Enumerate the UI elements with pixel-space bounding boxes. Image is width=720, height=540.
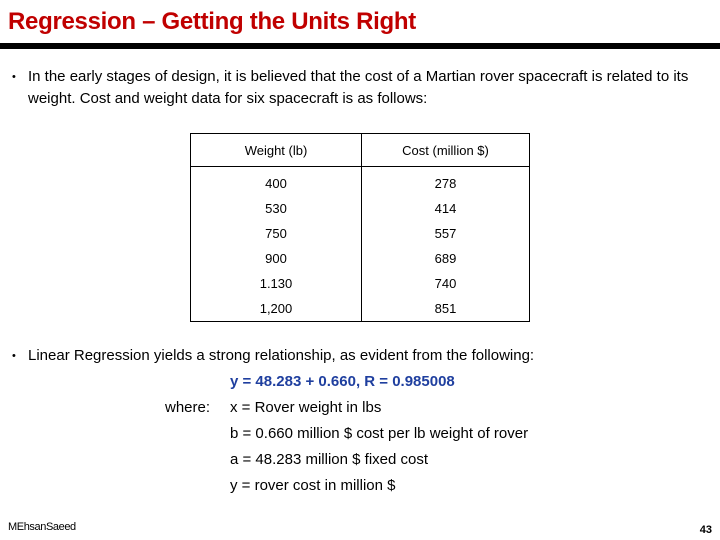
header-weight: Weight (lb) bbox=[191, 134, 362, 167]
cell-cost: 689 bbox=[362, 246, 530, 271]
header-cost: Cost (million $) bbox=[362, 134, 530, 167]
result-text: Linear Regression yields a strong relationship, as evident from the following: bbox=[28, 347, 535, 364]
cell-cost: 278 bbox=[362, 171, 530, 196]
definition-y: y = rover cost in million $ bbox=[230, 477, 396, 494]
title-divider bbox=[0, 43, 720, 49]
cell-weight: 530 bbox=[191, 196, 362, 221]
footer-author: MEhsanSaeed bbox=[8, 521, 76, 533]
cell-weight: 900 bbox=[191, 246, 362, 271]
intro-bullet bbox=[12, 66, 692, 110]
intro-text: In the early stages of design, it is believed that the cost of a Martian rover spacecraft is related to its weight. Cost and weight data for six spacecraft is as follows: bbox=[28, 68, 689, 107]
cell-weight: 400 bbox=[191, 171, 362, 196]
table-row bbox=[191, 296, 530, 322]
table-header-row bbox=[191, 134, 530, 167]
regression-equation: y = 48.283 + 0.660, R = 0.985008 bbox=[230, 373, 455, 390]
slide-title: Regression – Getting the Units Right bbox=[8, 8, 416, 35]
result-bullet bbox=[12, 345, 692, 367]
definition-a: a = 48.283 million $ fixed cost bbox=[230, 451, 429, 468]
definitions-list bbox=[230, 399, 528, 503]
table-row bbox=[191, 221, 530, 246]
bullet-marker: • bbox=[12, 71, 16, 83]
table-row bbox=[191, 271, 530, 296]
cell-weight: 1,200 bbox=[191, 296, 362, 322]
definition-b: b = 0.660 million $ cost per lb weight of rover bbox=[230, 425, 529, 442]
cell-cost: 740 bbox=[362, 271, 530, 296]
page-number: 43 bbox=[699, 524, 712, 536]
bullet-marker: • bbox=[12, 350, 16, 362]
table-row bbox=[191, 171, 530, 196]
cell-weight: 1.130 bbox=[191, 271, 362, 296]
data-table bbox=[190, 133, 530, 322]
cell-weight: 750 bbox=[191, 221, 362, 246]
cell-cost: 557 bbox=[362, 221, 530, 246]
table-row bbox=[191, 196, 530, 221]
where-label: where: bbox=[165, 399, 211, 416]
table-row bbox=[191, 246, 530, 271]
cell-cost: 414 bbox=[362, 196, 530, 221]
definition-x: x = Rover weight in lbs bbox=[230, 399, 382, 416]
cell-cost: 851 bbox=[362, 296, 530, 322]
